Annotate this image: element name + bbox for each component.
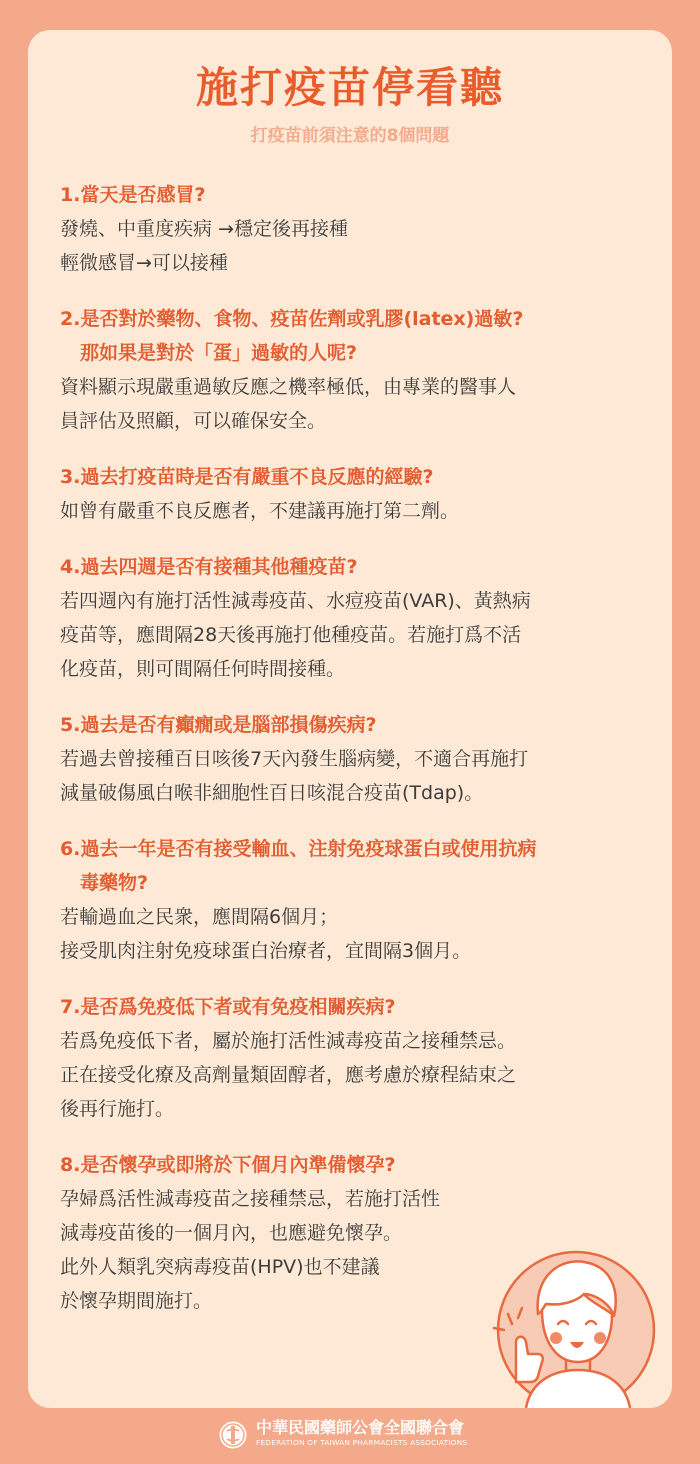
question-text: 2.是否對於藥物、食物、疫苗佐劑或乳膠(latex)過敏? [60, 308, 524, 330]
answer-text: 後再行施打。 [60, 1098, 175, 1120]
footer-organization [218, 1418, 498, 1454]
answer-text: 孕婦爲活性減毒疫苗之接種禁忌，若施打活性 [60, 1188, 441, 1210]
answer-text: 資料顯示現嚴重過敏反應之機率極低，由專業的醫事人 [60, 376, 517, 398]
answer-text: 減量破傷風白喉非細胞性百日咳混合疫苗(Tdap)。 [60, 782, 484, 804]
question-text: 5.過去是否有癲癇或是腦部損傷疾病? [60, 714, 377, 736]
answer-text: 員評估及照顧，可以確保安全。 [60, 410, 327, 432]
pharmacist-thumbs-up-icon [486, 1244, 658, 1408]
answer-text: 此外人類乳突病毒疫苗(HPV)也不建議 [60, 1256, 380, 1278]
footer-org-name-en: FEDERATION OF TAIWAN PHARMACISTS ASSOCIATIONS [256, 1438, 468, 1447]
answer-text: 如曾有嚴重不良反應者，不建議再施打第二劑。 [60, 500, 460, 522]
question-item-5 [60, 708, 660, 810]
answer-text: 輕微感冒→可以接種 [60, 252, 228, 274]
answer-text: 於懷孕期間施打。 [60, 1290, 213, 1312]
answer-text: 發燒、中重度疾病 →穩定後再接種 [60, 218, 348, 240]
question-item-6 [60, 832, 660, 968]
info-card [28, 30, 672, 1408]
question-item-1 [60, 178, 660, 280]
question-item-3 [60, 460, 660, 528]
answer-text: 若四週內有施打活性減毒疫苗、水痘疫苗(VAR)、黃熱病 [60, 590, 531, 612]
pharmacist-association-logo-icon [218, 1420, 248, 1450]
answer-text: 若爲免疫低下者，屬於施打活性減毒疫苗之接種禁忌。 [60, 1030, 517, 1052]
question-text: 6.過去一年是否有接受輸血、注射免疫球蛋白或使用抗病 [60, 838, 537, 860]
question-list [60, 178, 660, 1340]
answer-text: 若過去曾接種百日咳後7天內發生腦病變，不適合再施打 [60, 748, 529, 770]
question-text: 4.過去四週是否有接種其他種疫苗? [60, 556, 358, 578]
answer-text: 化疫苗，則可間隔任何時間接種。 [60, 658, 346, 680]
page-title: 施打疫苗停看聽 [195, 63, 504, 112]
answer-text: 疫苗等，應間隔28天後再施打他種疫苗。若施打爲不活 [60, 624, 522, 646]
question-text: 1.當天是否感冒? [60, 184, 206, 206]
answer-text: 若輸過血之民衆，應間隔6個月； [60, 906, 339, 928]
question-text: 那如果是對於「蛋」過敏的人呢? [80, 342, 358, 364]
footer-org-name-zh: 中華民國藥師公會全國聯合會 [256, 1418, 465, 1437]
question-text: 8.是否懷孕或即將於下個月內準備懷孕? [60, 1154, 396, 1176]
question-item-4 [60, 550, 660, 686]
question-text: 毒藥物? [80, 872, 149, 894]
question-item-7 [60, 990, 660, 1126]
answer-text: 減毒疫苗後的一個月內，也應避免懷孕。 [60, 1222, 403, 1244]
answer-text: 接受肌肉注射免疫球蛋白治療者，宜間隔3個月。 [60, 940, 472, 962]
question-text: 7.是否爲免疫低下者或有免疫相關疾病? [60, 996, 396, 1018]
question-text: 3.過去打疫苗時是否有嚴重不良反應的經驗? [60, 466, 434, 488]
answer-text: 正在接受化療及高劑量類固醇者，應考慮於療程結束之 [60, 1064, 517, 1086]
page-subtitle: 打疫苗前須注意的8個問題 [250, 126, 450, 146]
question-item-2 [60, 302, 660, 438]
